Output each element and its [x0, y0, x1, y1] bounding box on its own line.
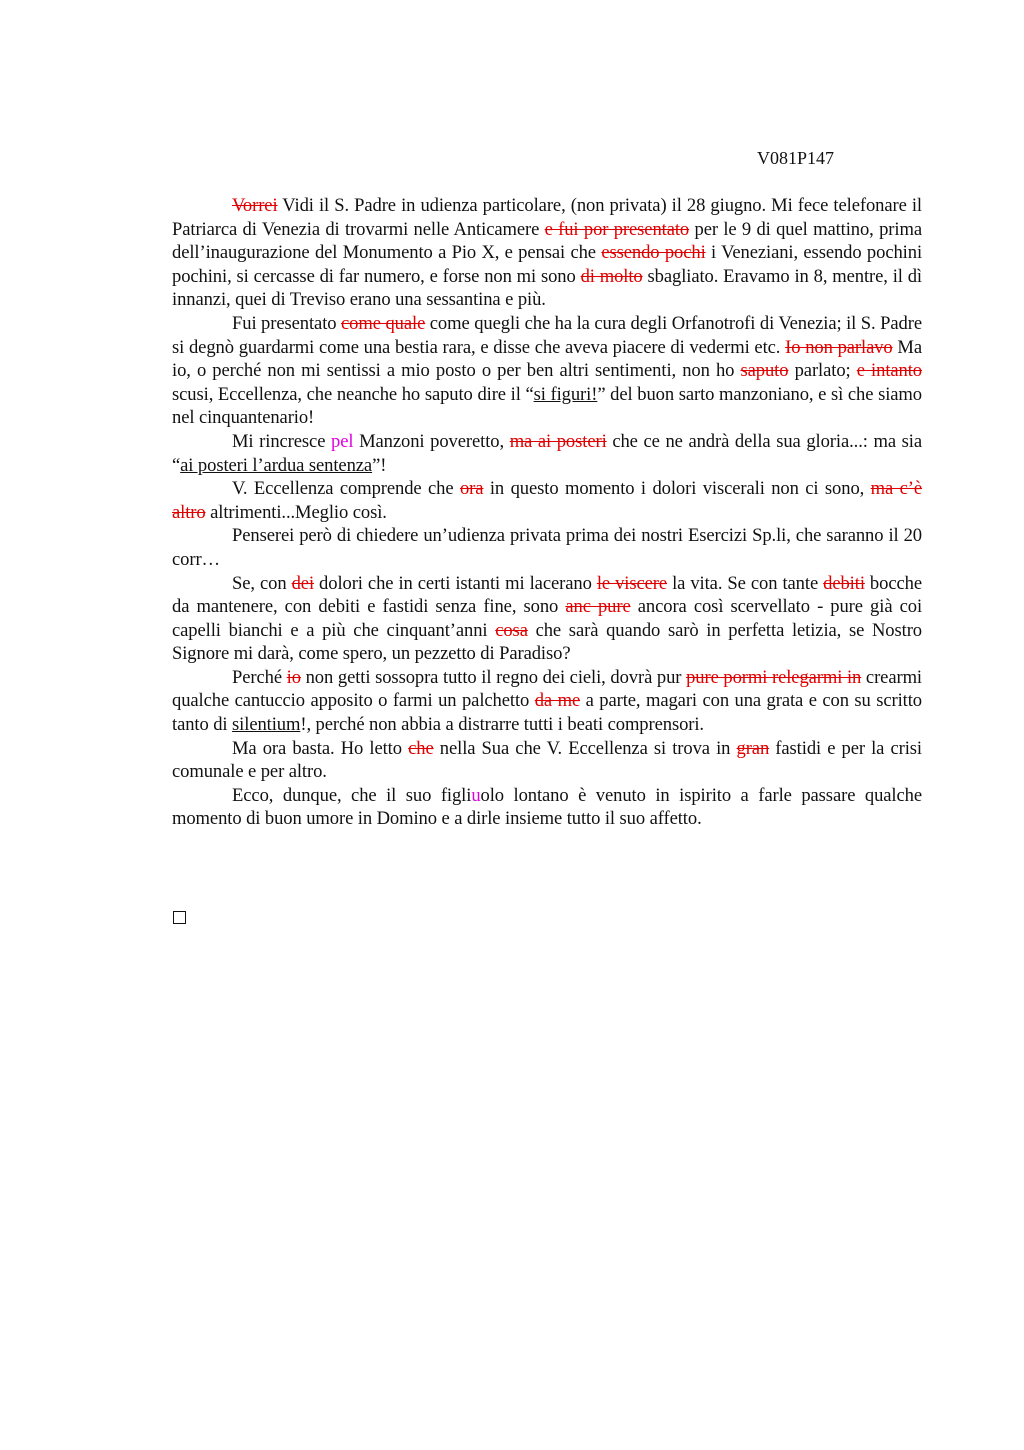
text-run: come quegli che ha la cura degli Orfanotrofi di Venezia; il S. Padre si degnò guardarmi come una bestia rara, e disse che aveva piacere di vedermi etc.	[172, 312, 922, 358]
paragraph	[172, 430, 922, 477]
underlined-text: silentium	[232, 714, 301, 736]
deleted-text: di molto	[580, 265, 643, 287]
text-run: Ma ora basta. Ho letto	[232, 737, 409, 759]
text-run: Mi rincresce	[232, 430, 332, 452]
paragraph	[172, 666, 922, 737]
deleted-text: essendo pochi	[601, 242, 706, 264]
deleted-text: ma ai posteri	[509, 430, 607, 452]
text-run: che ce ne andrà della sua gloria...: ma sia “	[172, 430, 923, 476]
deleted-text: anc pure	[565, 596, 631, 618]
text-run: ancora così scervellato - pure già coi capelli bianchi e a più che cinquant’anni	[172, 596, 923, 641]
paragraph	[172, 312, 922, 430]
text-run: V. Eccellenza comprende che	[232, 478, 460, 500]
text-run: Ecco, dunque, che il suo figli	[232, 784, 472, 806]
deleted-text: pure pormi relegarmi in	[686, 666, 862, 688]
end-mark-box	[173, 911, 186, 924]
underlined-text: ai posteri l’ardua sentenza	[180, 454, 373, 476]
text-run: !, perché non abbia a distrarre tutti i beati comprensori.	[300, 714, 704, 736]
deleted-text: debiti	[823, 572, 865, 594]
text-run: che sarà quando sarò in perfetta letizia, se Nostro Signore mi darà, come spero, un pezzetto di Paradiso?	[172, 619, 922, 665]
deleted-text: Vorrei	[232, 195, 278, 216]
text-run: Penserei però di chiedere un’udienza privata prima dei nostri Esercizi Sp.li, che saranno il 20 corr…	[172, 525, 922, 570]
text-run: nella Sua che V. Eccellenza si trova in	[433, 737, 737, 759]
text-run: olo lontano è venuto in ispirito a farle passare qualche momento di buon umore in Domino e a dirle insieme tutto il suo affetto.	[172, 784, 922, 830]
paragraph	[172, 477, 922, 524]
text-run: in questo momento i dolori viscerali non ci sono,	[483, 478, 871, 500]
text-run: Ma io, o perché non mi sentissi a mio posto o per ben altri sentimenti, non ho	[172, 336, 922, 382]
deleted-text: dei	[291, 572, 315, 594]
deleted-text: ma c’è altro	[172, 478, 922, 523]
inserted-text: u	[471, 784, 481, 806]
paragraph	[172, 784, 922, 831]
text-run: fastidi e per la crisi comunale e per altro.	[172, 737, 923, 783]
deleted-text: le viscere	[596, 572, 668, 594]
underlined-text: si figuri!	[533, 383, 598, 405]
text-run: scusi, Eccellenza, che neanche ho saputo dire il “	[172, 383, 534, 405]
paragraph	[172, 194, 922, 312]
text-run: Se, con	[232, 572, 292, 594]
inserted-text: pel	[331, 430, 354, 452]
letter-body	[172, 194, 922, 831]
text-run: ” del buon sarto manzoniano, e sì che siamo nel cinquantenario!	[172, 383, 922, 429]
deleted-text: come quale	[341, 312, 426, 334]
text-run: i Veneziani, essendo pochini pochini, si cercasse di far numero, e forse non mi sono	[172, 242, 923, 287]
deleted-text: e fui por presentato	[544, 218, 690, 240]
deleted-text: saputo	[740, 360, 789, 382]
text-run: dolori che in certi istanti mi lacerano	[314, 572, 597, 594]
deleted-text: che	[408, 737, 434, 759]
paragraph	[172, 524, 922, 571]
deleted-text: ora	[459, 478, 484, 500]
deleted-text: da me	[534, 690, 581, 712]
text-run: crearmi qualche cantuccio apposito o farmi un palchetto	[172, 666, 922, 712]
text-run: Fui presentato	[232, 312, 342, 334]
text-run: Perché	[232, 666, 287, 688]
deleted-text: cosa	[495, 619, 528, 641]
text-run: per le 9 di quel mattino, prima dell’inaugurazione del Monumento a Pio X, e pensai che	[172, 218, 922, 264]
text-run: a parte, magari con una grata e con su scritto tanto di	[172, 690, 923, 736]
deleted-text: gran	[736, 737, 770, 759]
document-id: V081P147	[757, 148, 835, 168]
paragraph	[172, 572, 922, 666]
text-run: ”!	[372, 454, 387, 476]
paragraph	[172, 737, 922, 784]
text-run: Vidi il S. Padre in udienza particolare, (non privata) il 28 giugno. Mi fece telefonare il Patriarca di Venezia di trovarmi nelle Anticamere	[172, 195, 922, 240]
text-run: sbagliato. Eravamo in 8, mentre, il dì innanzi, quei di Treviso erano una sessantina e più.	[172, 265, 922, 311]
text-run: non getti sossopra tutto il regno dei cieli, dovrà pur	[300, 666, 687, 688]
text-run: parlato;	[788, 360, 857, 382]
deleted-text: e intanto	[856, 360, 922, 382]
text-run: Manzoni poveretto,	[353, 430, 510, 452]
text-run: la vita. Se con tante	[667, 572, 824, 594]
text-run: bocche da mantenere, con debiti e fastidi senza fine, sono	[172, 572, 922, 618]
deleted-text: io	[286, 666, 301, 688]
deleted-text: Io non parlavo	[785, 336, 893, 358]
text-run: altrimenti...Meglio così.	[205, 501, 387, 523]
